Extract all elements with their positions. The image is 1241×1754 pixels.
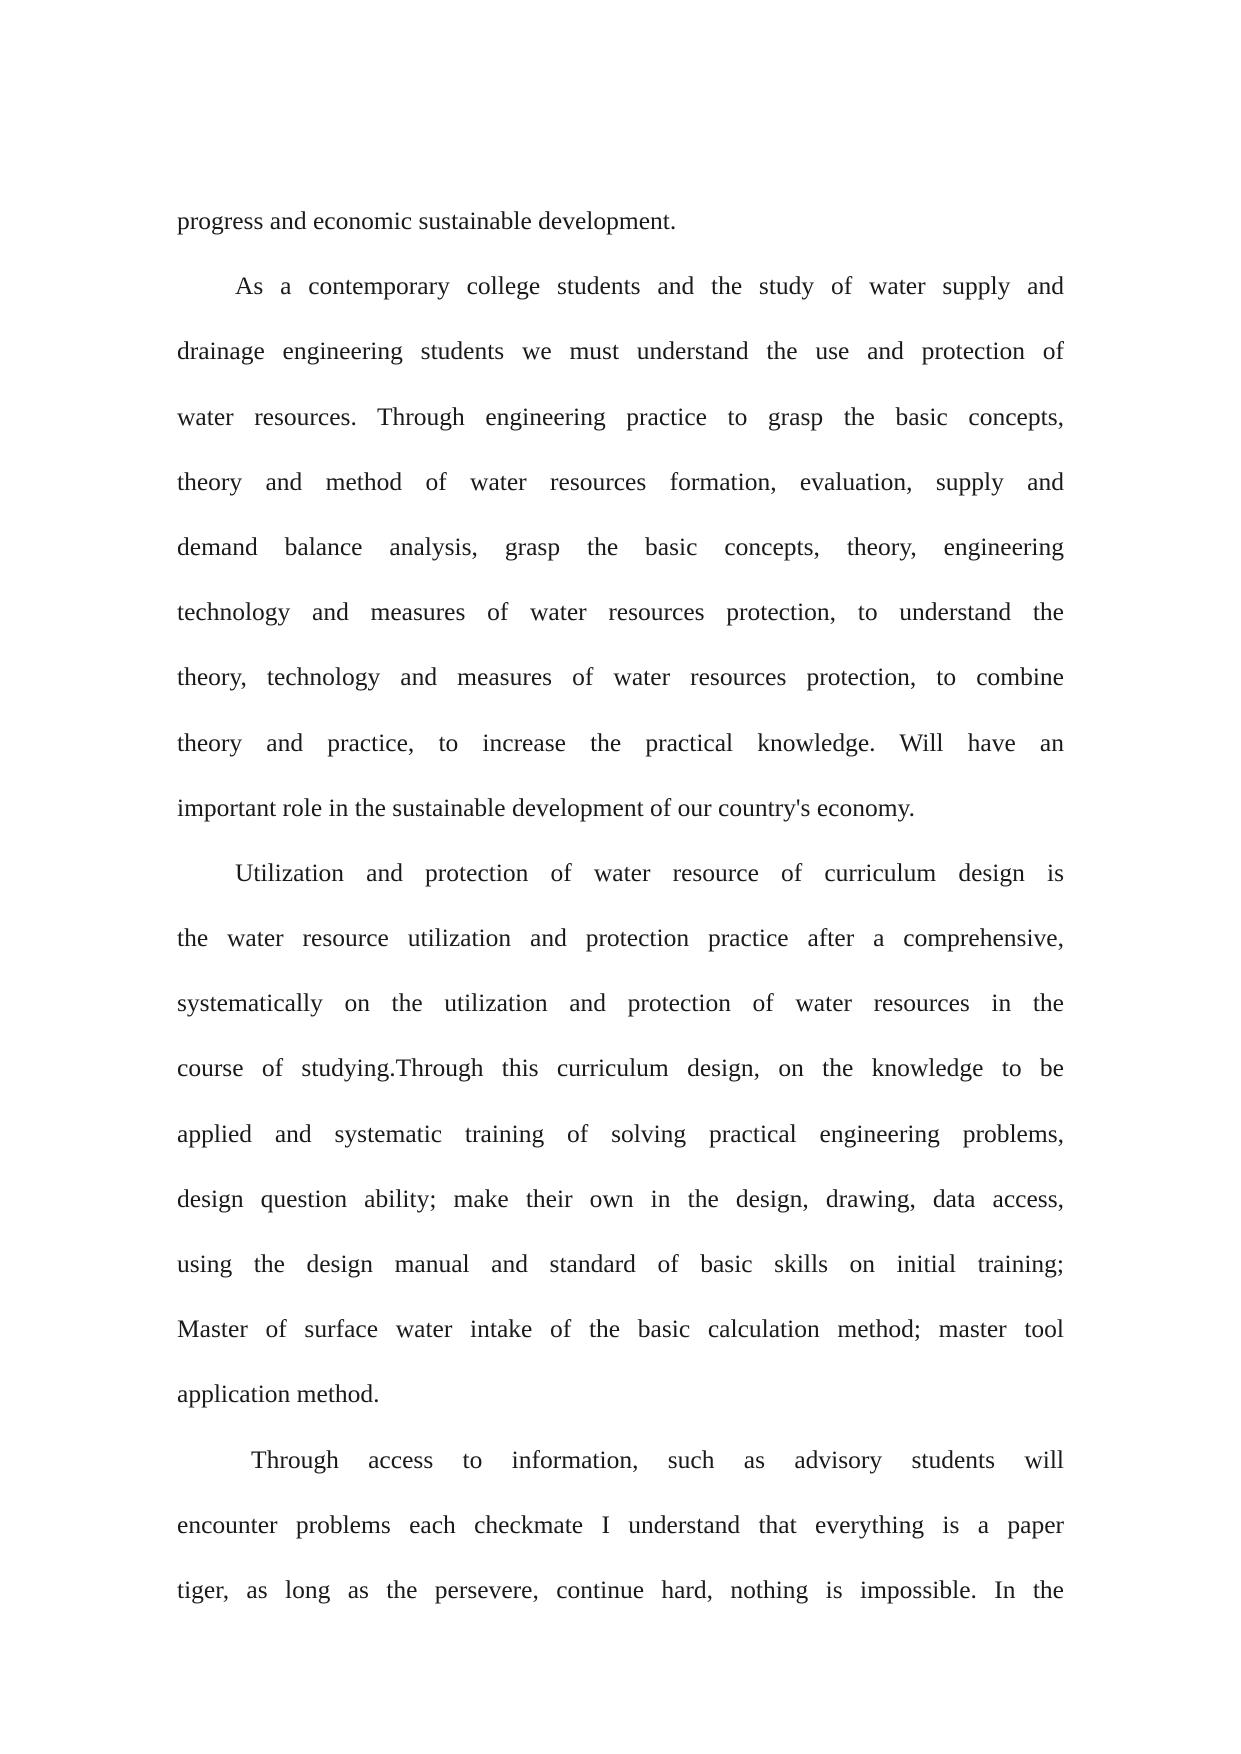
text-line: design question ability; make their own in the design, drawing, data access, <box>177 1183 1064 1213</box>
text-line: the water resource utilization and protection practice after a comprehensive, <box>177 923 1064 953</box>
text-line: technology and measures of water resources protection, to understand the <box>177 597 1064 627</box>
paragraph-3 <box>177 840 1064 1427</box>
text-line: theory, technology and measures of water resources protection, to combine <box>177 662 1064 692</box>
text-line: drainage engineering students we must understand the use and protection of <box>177 336 1064 366</box>
text-line: encounter problems each checkmate I understand that everything is a paper <box>177 1509 1064 1539</box>
paragraph-2 <box>177 253 1064 840</box>
text-line: systematically on the utilization and protection of water resources in the <box>177 988 1064 1018</box>
text-line: Master of surface water intake of the basic calculation method; master tool <box>177 1314 1064 1344</box>
text-line: applied and systematic training of solving practical engineering problems, <box>177 1118 1064 1148</box>
text-line: course of studying.Through this curriculum design, on the knowledge to be <box>177 1053 1064 1083</box>
text-line: using the design manual and standard of basic skills on initial training; <box>177 1249 1064 1278</box>
paragraph-1 <box>177 188 1064 253</box>
text-line: important role in the sustainable development of our country's economy. <box>177 792 916 822</box>
text-line: theory and method of water resources formation, evaluation, supply and <box>177 466 1064 496</box>
text-line: As a contemporary college students and the study of water supply and <box>235 271 1064 301</box>
text-line: Through access to information, such as advisory students will <box>251 1444 1064 1474</box>
text-line: theory and practice, to increase the practical knowledge. Will have an <box>177 727 1064 757</box>
text-line: progress and economic sustainable development. <box>177 206 677 235</box>
text-line: tiger, as long as the persevere, continue hard, nothing is impossible. In the <box>177 1574 1064 1604</box>
paragraph-4 <box>177 1427 1064 1623</box>
text-line: water resources. Through engineering practice to grasp the basic concepts, <box>177 401 1064 431</box>
text-line: demand balance analysis, grasp the basic concepts, theory, engineering <box>177 531 1064 561</box>
body-text <box>177 188 1064 1622</box>
text-line: application method. <box>177 1379 380 1409</box>
text-line: Utilization and protection of water resource of curriculum design is <box>235 857 1064 887</box>
